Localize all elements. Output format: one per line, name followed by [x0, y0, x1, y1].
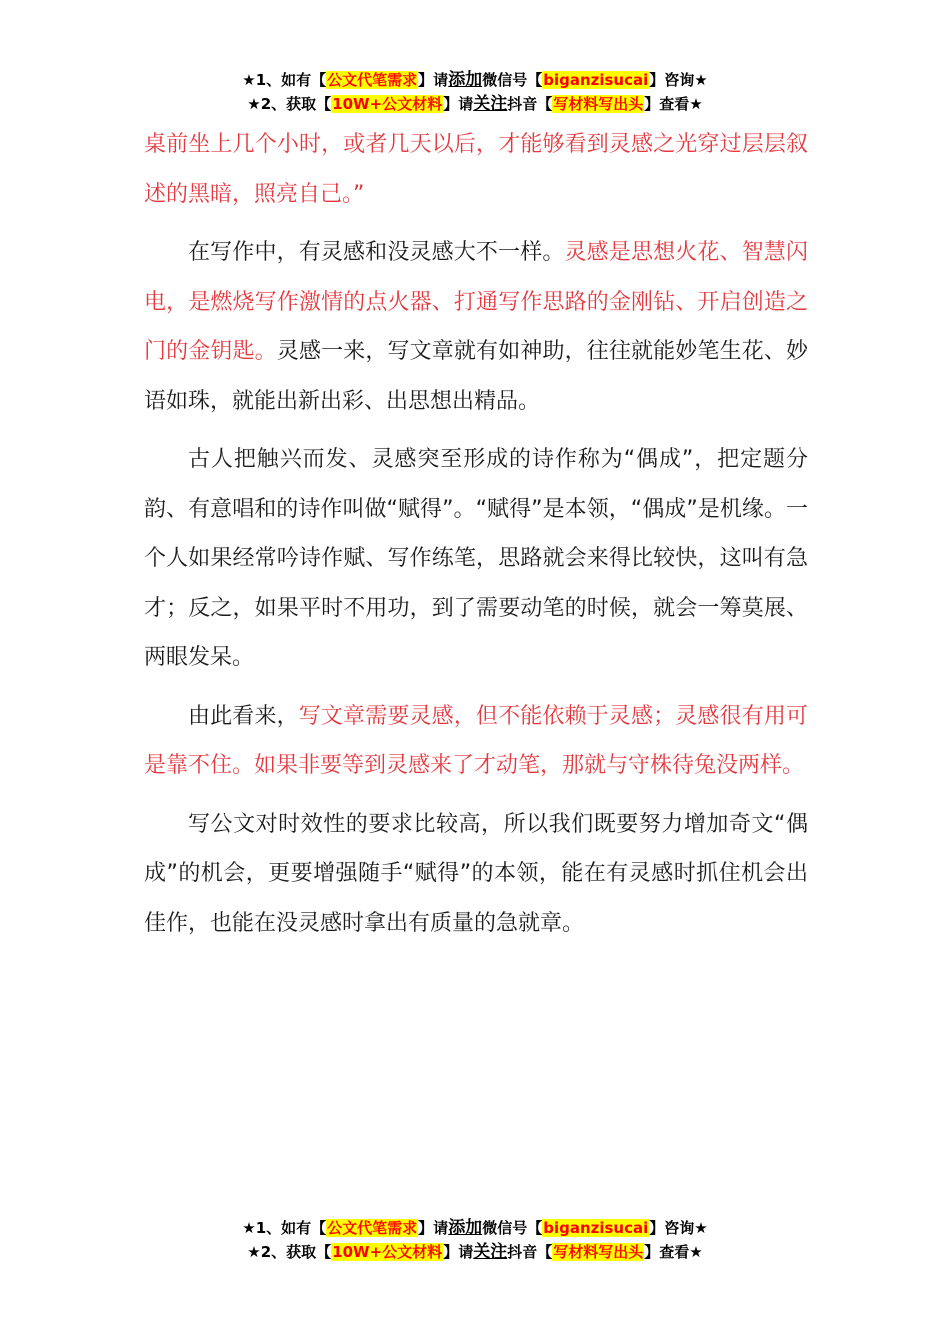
body-text: 灵感一来，写文章就有如神助，往往就能妙笔生花、妙语如珠，就能出新出彩、出思想出精品。 [144, 339, 808, 414]
highlight-service: 公文代笔需求 [327, 1219, 418, 1237]
banner-text: 】请 [443, 1243, 474, 1261]
highlight-materials: 10W+公文材料 [332, 1243, 443, 1261]
underlined-add: 添加 [448, 1218, 483, 1238]
banner-text: 】查看★ [644, 95, 703, 113]
red-text: 写文章需要灵感，但不能依赖于灵感；灵感很有用可是靠不住。如果非要等到灵感来了才动笔，那就与守株待兔没两样。 [144, 703, 808, 778]
banner-text: 抖音【 [507, 1243, 553, 1261]
paragraph-5 [144, 800, 808, 949]
banner-text: 微信号【 [482, 1219, 543, 1237]
body-text: 写公文对时效性的要求比较高，所以我们既要努力增加奇文“偶成”的机会，更要增强随手“赋得”的本领，能在有灵感时抓住机会出佳作，也能在没灵感时拿出有质量的急就章。 [144, 811, 808, 936]
paragraph-2 [144, 228, 808, 426]
body-text: 古人把触兴而发、灵感突至形成的诗作称为“偶成”，把定题分韵、有意唱和的诗作叫做“赋得”。“赋得”是本领，“偶成”是机缘。一个人如果经常吟诗作赋、写作练笔，思路就会来得比较快，这叫有急才；反之，如果平时不用功，到了需要动笔的时候，就会一筹莫展、两眼发呆。 [144, 447, 808, 670]
banner-text: ★1、如有【 [242, 1219, 327, 1237]
document-body [144, 120, 808, 957]
banner-text: 微信号【 [482, 71, 543, 89]
highlight-douyin-id: 写材料写出头 [553, 1243, 644, 1261]
highlight-wechat-id: biganzisucai [543, 71, 649, 89]
highlight-materials: 10W+公文材料 [332, 95, 443, 113]
header-banner [0, 68, 950, 116]
banner-text: 】查看★ [644, 1243, 703, 1261]
banner-text: 】咨询★ [649, 1219, 708, 1237]
red-text: 桌前坐上几个小时，或者几天以后，才能够看到灵感之光穿过层层叙述的黑暗，照亮自己。” [144, 132, 808, 207]
body-text: 在写作中，有灵感和没灵感大不一样。 [188, 240, 565, 265]
highlight-douyin-id: 写材料写出头 [553, 95, 644, 113]
banner-text: 】请 [418, 1219, 449, 1237]
banner-line-2 [0, 1240, 950, 1264]
highlight-wechat-id: biganzisucai [543, 1219, 649, 1237]
banner-text: ★1、如有【 [242, 71, 327, 89]
red-text: 灵感是思想火花、智慧闪电，是燃烧写作激情的点火器、打通写作思路的金刚钻、开启创造之门的金钥匙。 [144, 240, 808, 364]
underlined-follow: 关注 [473, 94, 508, 114]
banner-text: ★2、获取【 [247, 95, 332, 113]
footer-banner [0, 1216, 950, 1264]
banner-text: ★2、获取【 [247, 1243, 332, 1261]
banner-text: 】请 [443, 95, 474, 113]
banner-text: 】咨询★ [649, 71, 708, 89]
underlined-follow: 关注 [473, 1242, 508, 1262]
body-text: 由此看来， [188, 703, 299, 729]
banner-line-1 [0, 1216, 950, 1240]
banner-line-1 [0, 68, 950, 92]
banner-text: 抖音【 [507, 95, 553, 113]
paragraph-4 [144, 692, 808, 791]
paragraph-3 [144, 435, 808, 683]
underlined-add: 添加 [448, 70, 483, 90]
banner-line-2 [0, 92, 950, 116]
highlight-service: 公文代笔需求 [327, 71, 418, 89]
paragraph-1 [144, 120, 808, 219]
banner-text: 】请 [418, 71, 449, 89]
